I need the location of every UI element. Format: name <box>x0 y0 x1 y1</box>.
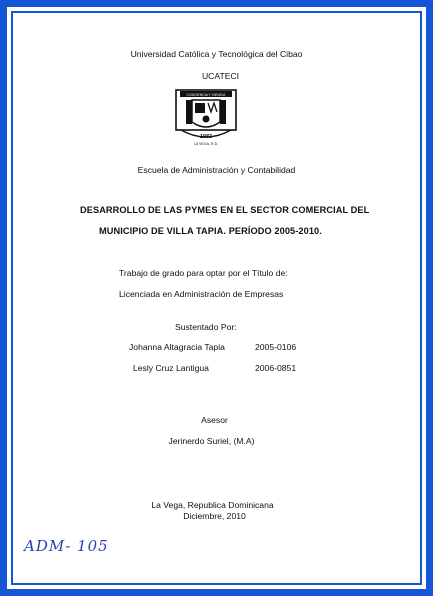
seal-year: 1983 <box>199 134 213 140</box>
thesis-title-line2: MUNICIPIO DE VILLA TAPIA. PERÍODO 2005-2010. <box>99 226 322 236</box>
place: La Vega, Republica Dominicana <box>151 500 274 510</box>
author-name: Johanna Altagracia Tapia <box>129 342 225 352</box>
advisor-label: Asesor <box>201 415 228 425</box>
advisor-name: Jerinerdo Suriel, (M.A) <box>168 436 255 446</box>
handwritten-catalog-note: ADM- 105 <box>24 537 109 555</box>
seal-location: LA VEGA, R.D. <box>193 142 219 146</box>
university-acronym: UCATECI <box>201 71 240 81</box>
university-name: Universidad Católica y Tecnológica del Cibao <box>130 49 303 59</box>
thesis-title-line1: DESARROLLO DE LAS PYMES EN EL SECTOR COMERCIAL DEL <box>80 205 370 215</box>
purpose-line2: Licenciada en Administración de Empresas <box>119 289 284 299</box>
presented-by-label: Sustentado Por: <box>175 322 237 332</box>
author-name: Lesly Cruz Lantigua <box>133 363 209 373</box>
author-id: 2005-0106 <box>255 342 297 352</box>
school-name: Escuela de Administración y Contabilidad <box>137 165 296 175</box>
seal-motto: CONCIENCIA Y CIENCIA <box>186 93 226 97</box>
date: Diciembre, 2010 <box>183 511 246 521</box>
author-id: 2006-0851 <box>255 363 297 373</box>
purpose-line1: Trabajo de grado para optar por el Título de: <box>119 268 288 278</box>
university-seal-icon <box>172 86 240 148</box>
